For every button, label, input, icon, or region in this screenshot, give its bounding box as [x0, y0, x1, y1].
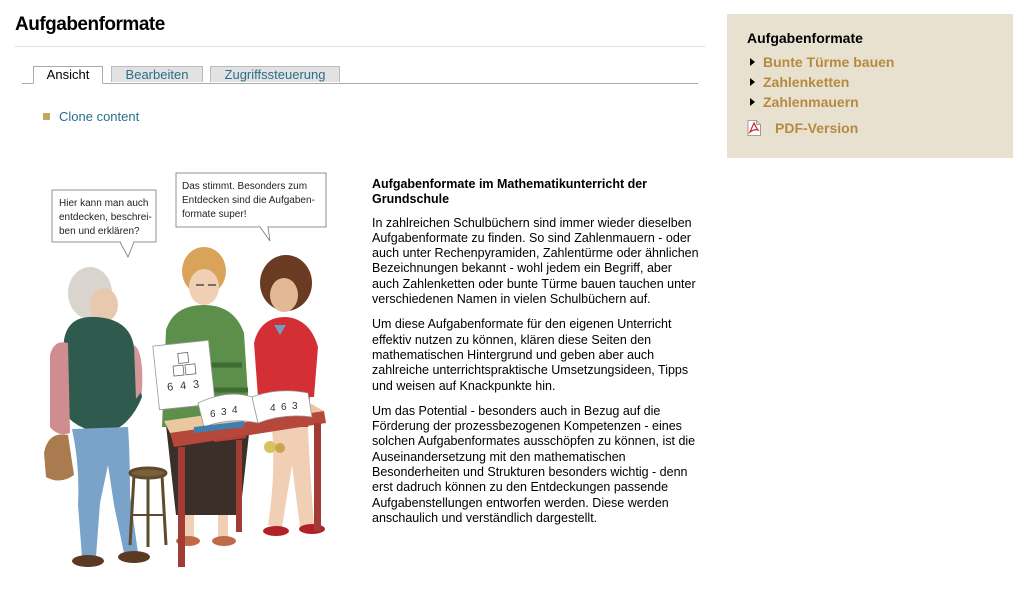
intro-article: [372, 177, 702, 536]
tab-bearbeiten[interactable]: Bearbeiten: [111, 66, 203, 82]
pdf-version-link[interactable]: [747, 120, 993, 136]
sidebar-item-label: Bunte Türme bauen: [763, 54, 895, 70]
sheet-number-3: 3: [192, 378, 200, 392]
bubble-left-line-3: ben und erklären?: [59, 226, 140, 237]
bubble-right-line-1: Das stimmt. Besonders zum: [182, 181, 308, 192]
book-right-number-3: 3: [292, 401, 298, 412]
bubble-left-line-2: entdecken, beschrei-: [59, 212, 152, 223]
article-heading: Aufgabenformate im Mathematikunterricht der Grundschule: [372, 177, 648, 207]
sidebar-menu: [747, 52, 993, 112]
teachers-illustration: [38, 165, 338, 580]
article-paragraph-2: Um diese Aufgabenformate für den eigenen Unterricht effektiv nutzen zu können, klären diese Seiten den mathematischen Hintergrund und geben aber auch zahlreiche unterrichtspraktische Umsetzungsideen, Tipps und weisen auf Knackpunkte hin.: [372, 317, 689, 393]
square-bullet-icon: [43, 113, 50, 120]
article-paragraph-3: Um das Potential - besonders auch in Bezug auf die Förderung der prozessbezogenen Kompetenzen - eines solchen Aufgabenformates ausschöpfen zu können, ist die Auseinandersetzung mit den mathematischen Besonderheiten und Strukturen besonders wichtig - denn erst dadruch können zu den Entdeckungen passende Aufgabenstellungen entworfen werden. Diese werden anschaulich und verständlich dargestellt.: [372, 403, 696, 525]
book-left-number-1: 6: [210, 409, 216, 420]
triangle-right-icon: [750, 78, 755, 86]
title-divider: [15, 46, 705, 47]
book-right-number-2: 6: [281, 402, 287, 413]
pdf-file-icon: [747, 120, 761, 136]
page-title: Aufgabenformate: [15, 14, 165, 35]
sidebar-title[interactable]: Aufgabenformate: [747, 30, 863, 46]
sheet-number-2: 4: [179, 379, 187, 393]
clone-content-link[interactable]: Clone content: [59, 109, 140, 124]
clone-content-action: [43, 109, 139, 124]
pdf-version-label: PDF-Version: [775, 120, 859, 136]
book-left-number-3: 4: [232, 405, 238, 416]
article-paragraph-1: In zahlreichen Schulbüchern sind immer wieder dieselben Aufgabenformate zu finden. So sind Zahlenmauern - oder auch unter Rechenpyramiden, Zahlentürme oder ähnlichen Bezeichnungen bekannt - wohl jedem ein Begriff, aber auch Zahlenketten oder bunte Türme bauen tauchen unter verschiedenen Namen in vielen Schulbüchern auf.: [372, 215, 699, 307]
bubble-right-line-2: Entdecken sind die Aufgaben-: [182, 195, 315, 206]
sidebar-item-bunte-tuerme[interactable]: [747, 52, 993, 72]
sheet-number-1: 6: [166, 381, 174, 394]
sidebar-item-label: Zahlenmauern: [763, 94, 859, 110]
triangle-right-icon: [750, 98, 755, 106]
bubble-left-line-1: Hier kann man auch: [59, 198, 149, 209]
sidebar-item-zahlenketten[interactable]: [747, 72, 993, 92]
man-figure: [44, 267, 150, 567]
tab-zugriffssteuerung[interactable]: Zugriffssteuerung: [210, 66, 340, 82]
sidebar-navigation: [727, 14, 1013, 158]
triangle-right-icon: [750, 58, 755, 66]
sidebar-item-label: Zahlenketten: [763, 74, 850, 90]
tab-ansicht[interactable]: Ansicht: [33, 66, 103, 84]
book-right-number-1: 4: [270, 403, 276, 414]
book-left-number-2: 3: [221, 407, 227, 418]
sidebar-item-zahlenmauern[interactable]: [747, 92, 993, 112]
tab-bar: [22, 66, 698, 84]
bubble-right-line-3: formate super!: [182, 209, 247, 220]
